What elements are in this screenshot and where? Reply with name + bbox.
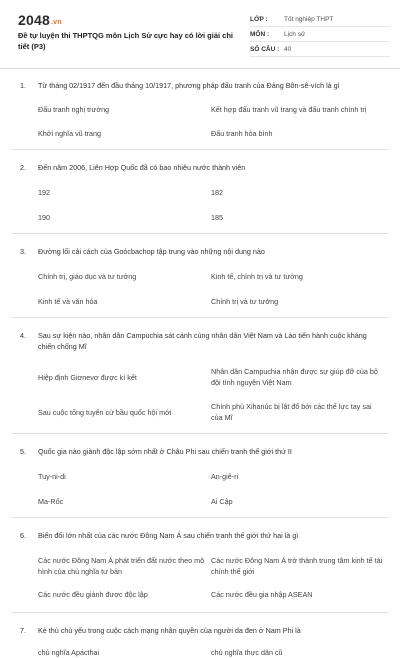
question-number: 7. <box>20 626 26 635</box>
answer-options <box>38 471 400 507</box>
question-text <box>0 530 400 541</box>
question-stem: Quốc gia nào giành độc lập sớm nhất ở Châu Phi sau chiến tranh thế giới thứ II <box>38 447 292 456</box>
question-stem: Từ tháng 02/1917 đến đầu tháng 10/1917, phương pháp đấu tranh của Đảng Bôn-sê-vích là gì <box>38 81 340 90</box>
question-number: 1. <box>20 81 26 90</box>
question-number: 3. <box>20 247 26 256</box>
meta-key: SỐ CÂU : <box>250 45 280 53</box>
answer-option-a[interactable]: Tuy-ni-di <box>38 472 66 481</box>
answer-options <box>38 555 400 600</box>
answer-option-d[interactable]: Ai Cập <box>211 497 233 506</box>
question-stem: Sau sự kiện nào, nhân dân Campuchia sát cánh cùng nhân dân Việt Nam và Lào tiến hành cuộc kháng chiến chống Mĩ <box>38 331 367 351</box>
answer-option-b[interactable]: Kinh tế, chính trị và tư tưởng <box>211 272 303 281</box>
question-text <box>0 246 400 257</box>
answer-option-b[interactable]: Kết hợp đấu tranh vũ trang và đấu tranh chính trị <box>211 105 367 114</box>
answer-option-d[interactable]: Đấu tranh hòa bình <box>211 129 273 138</box>
question-list <box>0 80 400 658</box>
answer-option-d[interactable]: Chính trị và tư tưởng <box>211 297 279 306</box>
question-2 <box>0 162 400 223</box>
answer-option-c[interactable]: Khởi nghĩa vũ trang <box>38 129 102 138</box>
meta-value: 40 <box>284 45 292 53</box>
answer-option-a[interactable]: chủ nghĩa Apácthai <box>38 648 100 657</box>
question-4 <box>0 330 400 423</box>
document-meta <box>250 12 390 57</box>
answer-option-d[interactable]: Các nước đều gia nhập ASEAN <box>211 590 313 599</box>
answer-option-a[interactable]: 192 <box>38 188 50 197</box>
site-logo[interactable]: 2048.vn <box>18 12 62 28</box>
question-number: 6. <box>20 531 26 540</box>
meta-row-class <box>250 12 390 27</box>
question-stem: Đường lối cải cách của Goócbachop tập trung vào những nội dung nào <box>38 247 265 256</box>
question-3 <box>0 246 400 307</box>
answer-option-c[interactable]: 190 <box>38 213 50 222</box>
question-text <box>0 80 400 91</box>
meta-key: MÔN : <box>250 30 270 38</box>
document-title: Đề tự luyện thi THPTQG môn Lịch Sử cực hay có lời giải chi tiết (P3) <box>18 31 233 51</box>
question-divider <box>12 233 388 234</box>
meta-value: Tốt nghiệp THPT <box>284 15 334 23</box>
question-7 <box>0 625 400 658</box>
page-header <box>0 0 400 69</box>
answer-option-a[interactable]: Đấu tranh nghị trường <box>38 105 110 114</box>
answer-option-b[interactable]: chủ nghĩa thực dân cũ <box>211 648 283 657</box>
answer-option-b[interactable]: An-giê-ri <box>211 472 239 481</box>
answer-option-b[interactable]: 182 <box>211 188 223 197</box>
answer-option-c[interactable]: Ma-Rốc <box>38 497 64 506</box>
meta-value: Lịch sử <box>284 30 306 38</box>
answer-option-c[interactable]: Kinh tế và văn hóa <box>38 297 98 306</box>
answer-option-d[interactable]: Chính phủ Xihanúc bị lật đổ bởi các thế lực tay sai của Mĩ <box>211 402 372 422</box>
question-5 <box>0 446 400 507</box>
question-divider <box>12 149 388 150</box>
answer-option-c[interactable]: Các nước đều giành được độc lập <box>38 590 148 599</box>
answer-option-d[interactable]: 185 <box>211 213 223 222</box>
question-divider <box>12 433 388 434</box>
question-stem: Đến năm 2006, Liên Hợp Quốc đã có bao nhiêu nước thành viên <box>38 163 246 172</box>
question-number: 4. <box>20 331 26 340</box>
answer-options <box>38 366 400 423</box>
answer-option-b[interactable]: Nhân dân Campuchia nhận được sự giúp đỡ của bộ đội tình nguyện Việt Nam <box>211 367 378 387</box>
meta-key: LỚP : <box>250 15 268 23</box>
question-1 <box>0 80 400 139</box>
question-number: 5. <box>20 447 26 456</box>
answer-option-a[interactable]: Chính trị, giáo dục và tư tưởng <box>38 272 137 281</box>
question-stem: Kẻ thù chủ yếu trong cuộc cách mạng nhân quyền của người da đen ở Nam Phi là <box>38 626 301 635</box>
question-text <box>0 446 400 457</box>
answer-options <box>38 187 400 223</box>
question-number: 2. <box>20 163 26 172</box>
answer-options <box>38 271 400 307</box>
answer-option-b[interactable]: Các nước Đông Nam Á trở thành trung tâm kinh tế tài chính thế giới <box>211 556 383 576</box>
answer-option-a[interactable]: Hiệp định Giơnevơ được kí kết <box>38 372 137 382</box>
question-6 <box>0 530 400 600</box>
question-divider <box>12 612 388 613</box>
answer-option-c[interactable]: Sau cuộc tổng tuyển cử bầu quốc hội mới <box>38 407 172 417</box>
answer-option-a[interactable]: Các nước Đông Nam Á phát triển đất nước theo mô hình của chủ nghĩa tư bản <box>38 556 205 576</box>
question-divider <box>12 317 388 318</box>
question-divider <box>12 517 388 518</box>
answer-options <box>38 104 400 139</box>
question-text <box>0 162 400 173</box>
meta-row-count <box>250 42 390 57</box>
question-stem: Biến đổi lớn nhất của các nước Đông Nam Á sau chiến tranh thế giới thứ hai là gì <box>38 531 299 540</box>
question-text <box>0 625 400 636</box>
question-text <box>0 330 400 352</box>
meta-row-subject <box>250 27 390 42</box>
answer-options <box>38 647 400 658</box>
